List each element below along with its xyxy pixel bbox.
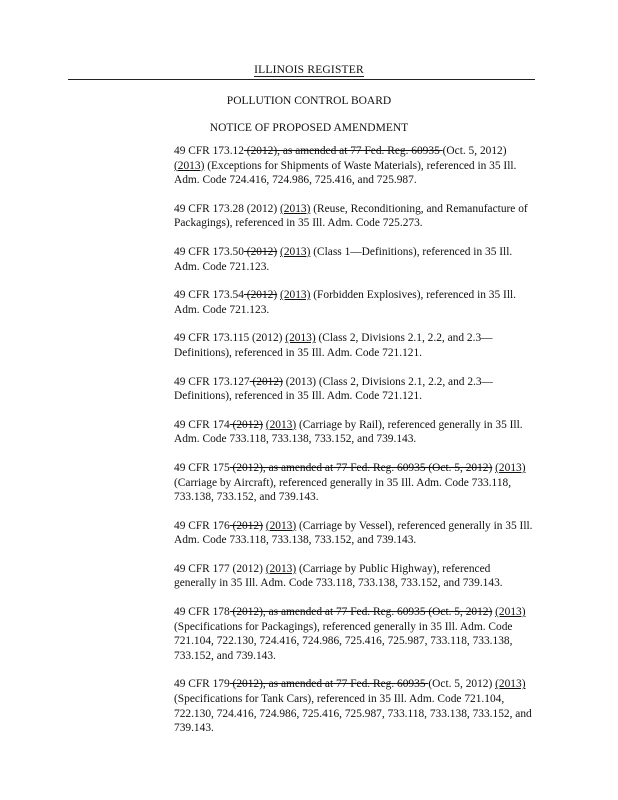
entry-text: (Oct. 5, 2012) — [442, 145, 507, 157]
inserted-text: (2013) — [280, 202, 311, 215]
cfr-entry — [174, 562, 534, 591]
entry-text: (Class 2, Divisions 2.1, 2.2, and 2.3—Definitions), referenced in 35 Ill. Adm. Code 721.121. — [174, 332, 493, 359]
entry-text: (Forbidden Explosives), referenced in 35 Ill. Adm. Code 721.123. — [174, 289, 517, 316]
deleted-text: (2012) — [229, 418, 263, 431]
entry-text: (Exceptions for Shipments of Waste Materials), referenced in 35 Ill. Adm. Code 724.416, 724.986, 725.416, and 725.987. — [174, 159, 517, 187]
entry-text: (Carriage by Vessel), referenced generally in 35 Ill. Adm. Code 733.118, 733.138, 733.152, and 739.143. — [174, 519, 533, 547]
inserted-text: (2013) — [174, 159, 205, 172]
deleted-text: (2012) — [243, 245, 278, 258]
inserted-text: (2013) — [280, 289, 311, 302]
entry-text: (Carriage by Public Highway), referenced generally in 35 Ill. Adm. Code 733.118, 733.138, 733.152, and 739.143. — [174, 562, 503, 590]
entry-text: 49 CFR 173.54 — [174, 289, 244, 302]
deleted-text: (2012), as amended at 77 Fed. Reg. 60935 — [229, 678, 429, 691]
entry-text: (Oct. 5, 2012) — [428, 678, 496, 691]
entry-text: (2013) (Class 2, Divisions 2.1, 2.2, and 2.3—Definitions), referenced in 35 Ill. Adm. Code 721.121. — [174, 375, 493, 403]
cfr-entry — [174, 144, 534, 188]
entry-text: (Specifications for Packagings), referenced generally in 35 Ill. Adm. Code 721.104, 722.130, 724.416, 724.986, 725.416, 725.987, 733.118, 733.138, 733.152, and 739.143. — [174, 620, 513, 662]
entry-text: 49 CFR 173.50 — [174, 245, 244, 258]
cfr-entry — [174, 519, 534, 548]
entry-text: 49 CFR 173.127 — [174, 375, 250, 388]
cfr-entry — [174, 375, 534, 404]
deleted-text: (2012), as amended at 77 Fed. Reg. 60935 (Oct. 5, 2012) — [229, 461, 493, 474]
inserted-text: (2013) — [265, 519, 297, 532]
inserted-text: (2013) — [495, 606, 526, 619]
cfr-entry — [174, 288, 534, 317]
entry-text: 49 CFR 178 — [174, 606, 230, 619]
entry-text: (Carriage by Rail), referenced generally in 35 Ill. Adm. Code 733.118, 733.138, 733.152, and 739.143. — [174, 418, 523, 446]
cfr-entry — [174, 677, 534, 735]
entry-text: (Class 1—Definitions), referenced in 35 Ill. Adm. Code 721.123. — [174, 245, 513, 273]
inserted-text: (2013) — [495, 678, 526, 691]
inserted-text: (2013) — [495, 461, 526, 474]
inserted-text: (2013) — [265, 418, 297, 431]
entry-text: 49 CFR 179 — [174, 678, 230, 691]
cfr-entry — [174, 461, 534, 505]
inserted-text: (2013) — [285, 332, 316, 345]
entry-text: 49 CFR 173.115 (2012) — [174, 332, 286, 345]
entry-text: (Carriage by Aircraft), referenced generally in 35 Ill. Adm. Code 733.118, 733.138, 733.152, and 739.143. — [174, 476, 512, 504]
register-title: ILLINOIS REGISTER — [254, 64, 364, 76]
entry-text: 49 CFR 173.28 (2012) — [174, 202, 281, 215]
entry-text: (Reuse, Reconditioning, and Remanufacture of Packagings), referenced in 35 Ill. Adm. Code 725.273. — [174, 202, 528, 230]
deleted-text: (2012), as amended at 77 Fed. Reg. 60935 (Oct. 5, 2012) — [229, 606, 493, 619]
deleted-text: (2012) — [243, 289, 278, 302]
entry-text: 49 CFR 173.12 — [174, 145, 244, 157]
entry-text: 49 CFR 177 (2012) — [174, 562, 266, 575]
notice-title: NOTICE OF PROPOSED AMENDMENT — [209, 122, 409, 134]
entry-text: 49 CFR 174 — [174, 418, 230, 431]
register-header — [0, 64, 618, 76]
entry-text: (Specifications for Tank Cars), referenced in 35 Ill. Adm. Code 721.104, 722.130, 724.416, 724.986, 725.416, 725.987, 733.118, 733.138, 733.152, and 739.143. — [174, 693, 532, 735]
cfr-entry — [174, 418, 534, 447]
entry-text: 49 CFR 176 — [174, 519, 230, 532]
board-name: POLLUTION CONTROL BOARD — [226, 95, 392, 107]
deleted-text: (2012), as amended at 77 Fed. Reg. 60935 — [243, 145, 443, 157]
deleted-text: (2012) — [229, 519, 263, 532]
inserted-text: (2013) — [280, 245, 311, 258]
deleted-text: (2012) — [249, 375, 283, 388]
entry-text: 49 CFR 175 — [174, 461, 230, 474]
header-rule — [68, 79, 535, 80]
cfr-entry — [174, 605, 534, 663]
inserted-text: (2013) — [265, 562, 297, 575]
cfr-entry — [174, 245, 534, 274]
cfr-entry — [174, 331, 534, 360]
cfr-entry — [174, 202, 534, 231]
cfr-entry-list — [174, 144, 534, 750]
